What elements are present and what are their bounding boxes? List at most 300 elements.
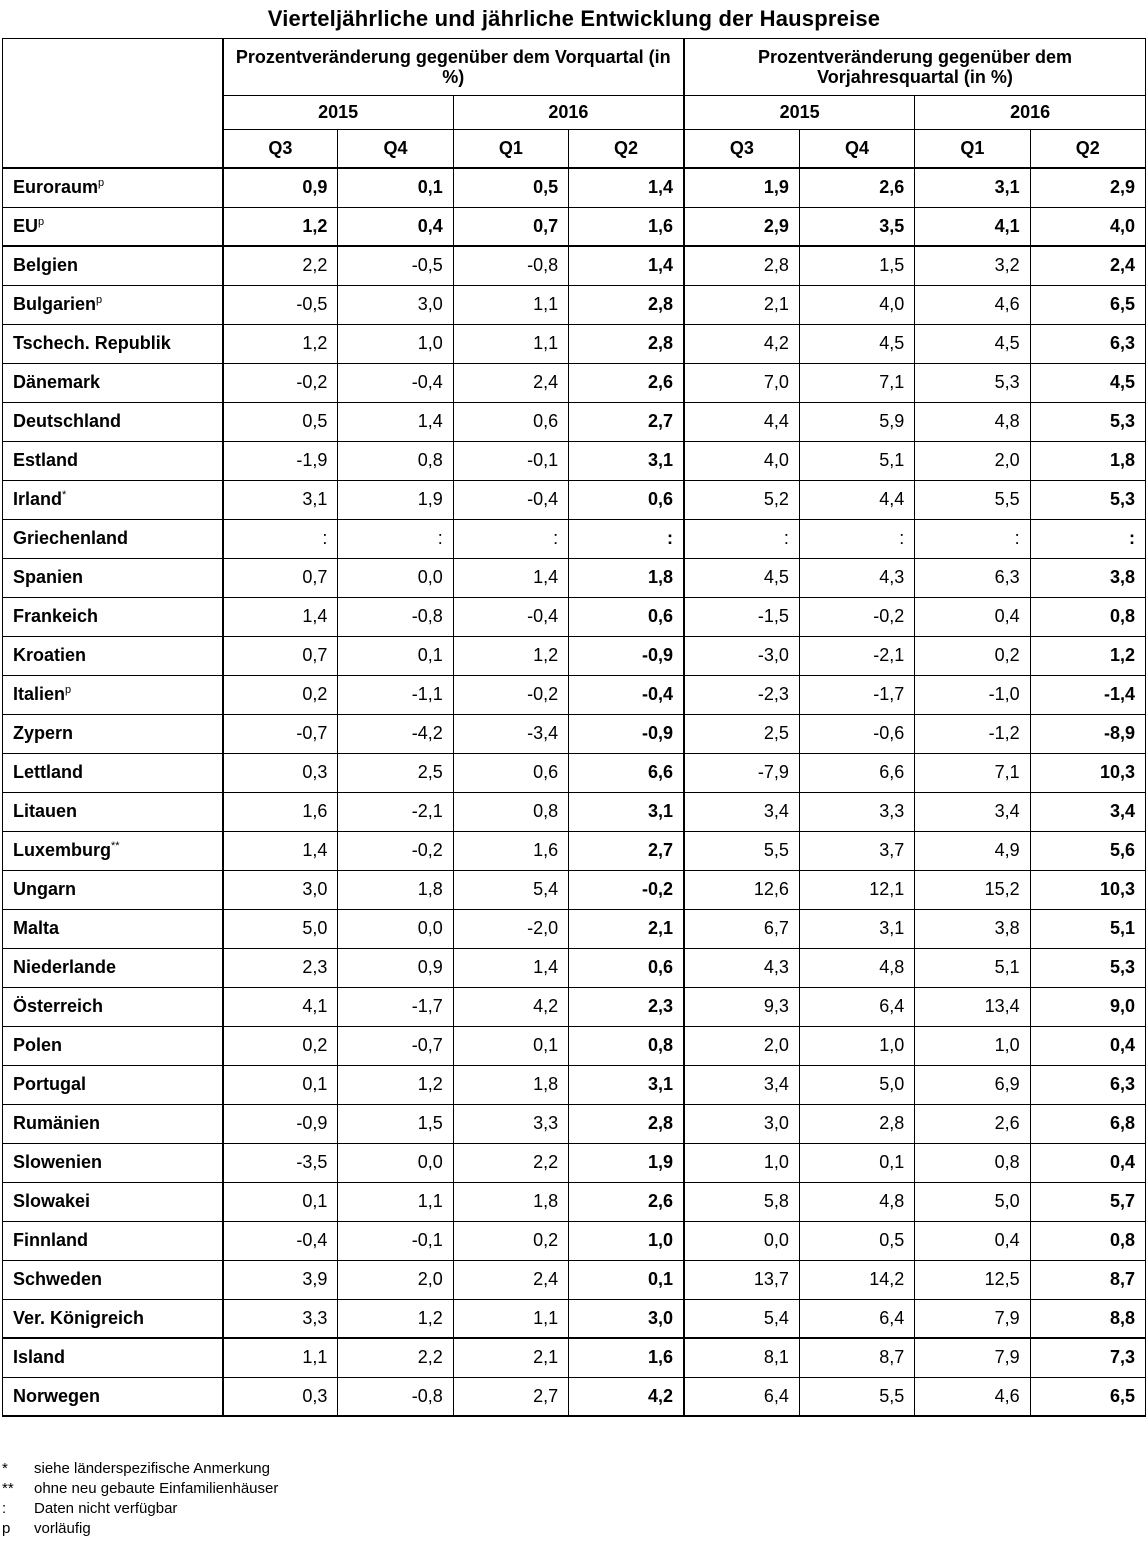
country-name: Spanien — [13, 567, 84, 587]
value-cell: 5,0 — [223, 909, 338, 948]
table-row — [3, 870, 1146, 909]
value-cell: 0,8 — [569, 1026, 684, 1065]
value-cell: 0,0 — [338, 558, 453, 597]
value-cell: 0,2 — [223, 1026, 338, 1065]
value-cell: 1,6 — [223, 792, 338, 831]
value-cell: 3,1 — [569, 441, 684, 480]
country-name: Slowenien — [13, 1152, 103, 1172]
table-row — [3, 1221, 1146, 1260]
value-cell: : — [223, 519, 338, 558]
value-cell: 3,4 — [915, 792, 1030, 831]
value-cell: 2,4 — [1030, 246, 1145, 285]
value-cell: 4,4 — [799, 480, 914, 519]
country-cell — [3, 1338, 223, 1377]
header-year: 2015 — [684, 96, 915, 130]
value-cell: 9,0 — [1030, 987, 1145, 1026]
value-cell: 3,1 — [915, 168, 1030, 207]
value-cell: 2,6 — [569, 363, 684, 402]
value-cell: 8,1 — [684, 1338, 799, 1377]
country-cell — [3, 597, 223, 636]
value-cell: 1,1 — [223, 1338, 338, 1377]
value-cell: 1,0 — [569, 1221, 684, 1260]
value-cell: 2,8 — [569, 324, 684, 363]
footnote-symbol: p — [2, 1520, 11, 1537]
value-cell: 1,8 — [338, 870, 453, 909]
country-cell — [3, 1299, 223, 1338]
value-cell: : — [569, 519, 684, 558]
country-cell — [3, 1104, 223, 1143]
country-name: Litauen — [13, 801, 78, 821]
value-cell: 1,1 — [453, 285, 568, 324]
value-cell: 3,8 — [915, 909, 1030, 948]
country-cell — [3, 363, 223, 402]
table-row — [3, 675, 1146, 714]
country-cell — [3, 1221, 223, 1260]
footnote-text: siehe länderspezifische Anmerkung — [34, 1460, 270, 1477]
country-name: Polen — [13, 1035, 63, 1055]
value-cell: 0,9 — [223, 168, 338, 207]
country-cell — [3, 246, 223, 285]
value-cell: 4,3 — [684, 948, 799, 987]
value-cell: 2,3 — [569, 987, 684, 1026]
value-cell: 4,8 — [799, 948, 914, 987]
value-cell: 0,5 — [453, 168, 568, 207]
country-name: Niederlande — [13, 957, 117, 977]
country-cell — [3, 948, 223, 987]
value-cell: -0,4 — [338, 363, 453, 402]
value-cell: 7,9 — [915, 1338, 1030, 1377]
value-cell: 3,4 — [1030, 792, 1145, 831]
value-cell: 6,3 — [915, 558, 1030, 597]
value-cell: 0,6 — [569, 480, 684, 519]
value-cell: -0,8 — [338, 597, 453, 636]
table-row — [3, 519, 1146, 558]
country-name: Portugal — [13, 1074, 87, 1094]
header-quarter: Q2 — [569, 130, 684, 169]
value-cell: -4,2 — [338, 714, 453, 753]
value-cell: 4,6 — [915, 285, 1030, 324]
value-cell: -2,1 — [338, 792, 453, 831]
value-cell: -1,9 — [223, 441, 338, 480]
country-cell — [3, 1182, 223, 1221]
value-cell: 6,5 — [1030, 1377, 1145, 1416]
table-row — [3, 1143, 1146, 1182]
value-cell: 5,3 — [1030, 480, 1145, 519]
value-cell: 10,3 — [1030, 870, 1145, 909]
value-cell: 12,6 — [684, 870, 799, 909]
footnote-marker: ** — [111, 840, 120, 852]
value-cell: 5,3 — [1030, 402, 1145, 441]
value-cell: -0,2 — [569, 870, 684, 909]
value-cell: 1,2 — [338, 1065, 453, 1104]
value-cell: 5,8 — [684, 1182, 799, 1221]
footnote — [0, 1460, 700, 1480]
country-cell — [3, 714, 223, 753]
value-cell: 1,6 — [453, 831, 568, 870]
country-cell — [3, 324, 223, 363]
value-cell: 0,4 — [1030, 1026, 1145, 1065]
value-cell: 10,3 — [1030, 753, 1145, 792]
value-cell: 3,7 — [799, 831, 914, 870]
table-title: Vierteljährliche und jährliche Entwicklung der Hauspreise — [267, 6, 881, 31]
header-quarter: Q3 — [223, 130, 338, 169]
value-cell: 0,6 — [453, 753, 568, 792]
value-cell: 0,4 — [915, 1221, 1030, 1260]
value-cell: 1,5 — [799, 246, 914, 285]
value-cell: 1,4 — [338, 402, 453, 441]
value-cell: 6,5 — [1030, 285, 1145, 324]
value-cell: 1,1 — [338, 1182, 453, 1221]
footnote-marker: p — [98, 177, 105, 190]
country-cell — [3, 675, 223, 714]
header-group-prev-quarter: Prozentveränderung gegenüber dem Vorquartal (in %) — [223, 39, 685, 96]
value-cell: 2,5 — [684, 714, 799, 753]
country-cell — [3, 753, 223, 792]
value-cell: -0,9 — [569, 714, 684, 753]
value-cell: -2,3 — [684, 675, 799, 714]
value-cell: 3,0 — [338, 285, 453, 324]
value-cell: 1,9 — [569, 1143, 684, 1182]
value-cell: 5,2 — [684, 480, 799, 519]
country-name: Island — [13, 1347, 66, 1368]
footnote-symbol: : — [2, 1500, 7, 1517]
value-cell: 1,2 — [223, 207, 338, 246]
table-row — [3, 831, 1146, 870]
table-row — [3, 246, 1146, 285]
value-cell: -8,9 — [1030, 714, 1145, 753]
value-cell: 6,4 — [684, 1377, 799, 1416]
value-cell: 2,1 — [569, 909, 684, 948]
value-cell: 0,5 — [799, 1221, 914, 1260]
value-cell: 3,1 — [223, 480, 338, 519]
value-cell: 1,0 — [915, 1026, 1030, 1065]
value-cell: -0,4 — [569, 675, 684, 714]
footnote-text: ohne neu gebaute Einfamilienhäuser — [34, 1480, 279, 1497]
country-name: Belgien — [13, 255, 79, 276]
table-row — [3, 987, 1146, 1026]
value-cell: 2,0 — [684, 1026, 799, 1065]
value-cell: -0,2 — [799, 597, 914, 636]
value-cell: -3,5 — [223, 1143, 338, 1182]
value-cell: 3,3 — [453, 1104, 568, 1143]
table-row — [3, 558, 1146, 597]
value-cell: 4,4 — [684, 402, 799, 441]
value-cell: -0,8 — [338, 1377, 453, 1416]
value-cell: 4,5 — [915, 324, 1030, 363]
country-cell — [3, 1065, 223, 1104]
value-cell: 1,1 — [453, 1299, 568, 1338]
value-cell: -0,2 — [338, 831, 453, 870]
value-cell: 2,3 — [223, 948, 338, 987]
value-cell: 2,6 — [799, 168, 914, 207]
country-name: Dänemark — [13, 372, 101, 392]
country-cell — [3, 1143, 223, 1182]
value-cell: -1,7 — [799, 675, 914, 714]
country-name: Schweden — [13, 1269, 103, 1289]
header-group-prev-year: Prozentveränderung gegenüber dem Vorjahresquartal (in %) — [684, 39, 1146, 96]
value-cell: 0,3 — [223, 753, 338, 792]
country-name: Zypern — [13, 723, 74, 743]
value-cell: 0,0 — [338, 1143, 453, 1182]
value-cell: 5,5 — [684, 831, 799, 870]
country-cell — [3, 792, 223, 831]
country-cell — [3, 558, 223, 597]
table-row — [3, 1377, 1146, 1416]
country-cell — [3, 168, 223, 207]
value-cell: -0,9 — [223, 1104, 338, 1143]
value-cell: 1,0 — [684, 1143, 799, 1182]
footnote-marker: p — [38, 215, 45, 228]
value-cell: 3,0 — [684, 1104, 799, 1143]
value-cell: -1,1 — [338, 675, 453, 714]
value-cell: 4,3 — [799, 558, 914, 597]
value-cell: 2,1 — [453, 1338, 568, 1377]
footnote — [0, 1520, 700, 1540]
country-name: Lettland — [13, 762, 83, 782]
country-name: Italien — [13, 684, 66, 704]
value-cell: 6,9 — [915, 1065, 1030, 1104]
value-cell: 0,7 — [223, 636, 338, 675]
country-cell — [3, 207, 223, 246]
value-cell: 0,0 — [684, 1221, 799, 1260]
value-cell: 0,2 — [453, 1221, 568, 1260]
value-cell: 6,3 — [1030, 324, 1145, 363]
value-cell: 3,0 — [569, 1299, 684, 1338]
value-cell: 2,8 — [684, 246, 799, 285]
value-cell: 4,8 — [915, 402, 1030, 441]
value-cell: 5,3 — [915, 363, 1030, 402]
header-year: 2016 — [915, 96, 1146, 130]
value-cell: -3,0 — [684, 636, 799, 675]
table-row — [3, 948, 1146, 987]
value-cell: 3,5 — [799, 207, 914, 246]
value-cell: 7,0 — [684, 363, 799, 402]
value-cell: -2,0 — [453, 909, 568, 948]
value-cell: 0,7 — [223, 558, 338, 597]
header-corner — [3, 39, 223, 169]
value-cell: 0,8 — [1030, 597, 1145, 636]
value-cell: 12,5 — [915, 1260, 1030, 1299]
value-cell: 1,9 — [338, 480, 453, 519]
value-cell: 2,5 — [338, 753, 453, 792]
header-quarter: Q3 — [684, 130, 799, 169]
table-row — [3, 168, 1146, 207]
value-cell: 4,5 — [1030, 363, 1145, 402]
value-cell: 0,4 — [338, 207, 453, 246]
value-cell: -0,9 — [569, 636, 684, 675]
country-name: Ungarn — [13, 879, 76, 899]
country-cell — [3, 519, 223, 558]
value-cell: 1,4 — [223, 831, 338, 870]
value-cell: 0,6 — [569, 948, 684, 987]
country-name: Tschech. Republik — [13, 333, 171, 353]
value-cell: 2,7 — [453, 1377, 568, 1416]
value-cell: 0,7 — [453, 207, 568, 246]
value-cell: 6,3 — [1030, 1065, 1145, 1104]
value-cell: 3,3 — [223, 1299, 338, 1338]
table-row — [3, 636, 1146, 675]
value-cell: 1,6 — [569, 207, 684, 246]
value-cell: 1,0 — [799, 1026, 914, 1065]
table-row — [3, 1299, 1146, 1338]
value-cell: -0,4 — [223, 1221, 338, 1260]
value-cell: 6,6 — [799, 753, 914, 792]
value-cell: 4,8 — [799, 1182, 914, 1221]
value-cell: 1,8 — [453, 1065, 568, 1104]
table-row — [3, 1182, 1146, 1221]
value-cell: 1,2 — [338, 1299, 453, 1338]
header-quarter: Q1 — [915, 130, 1030, 169]
value-cell: 0,8 — [1030, 1221, 1145, 1260]
value-cell: -0,4 — [453, 597, 568, 636]
value-cell: 0,1 — [223, 1065, 338, 1104]
value-cell: 3,1 — [569, 1065, 684, 1104]
value-cell: -0,2 — [453, 675, 568, 714]
country-cell — [3, 1260, 223, 1299]
value-cell: 5,4 — [684, 1299, 799, 1338]
value-cell: 0,6 — [453, 402, 568, 441]
value-cell: 0,6 — [569, 597, 684, 636]
value-cell: 2,2 — [453, 1143, 568, 1182]
value-cell: 7,9 — [915, 1299, 1030, 1338]
value-cell: 0,4 — [915, 597, 1030, 636]
value-cell: 1,4 — [453, 948, 568, 987]
value-cell: -1,7 — [338, 987, 453, 1026]
value-cell: : — [684, 519, 799, 558]
value-cell: 2,0 — [338, 1260, 453, 1299]
value-cell: -7,9 — [684, 753, 799, 792]
country-name: Kroatien — [13, 645, 87, 665]
value-cell: 2,9 — [684, 207, 799, 246]
value-cell: -0,6 — [799, 714, 914, 753]
value-cell: 5,9 — [799, 402, 914, 441]
header-quarter: Q4 — [799, 130, 914, 169]
value-cell: 0,2 — [915, 636, 1030, 675]
value-cell: 1,4 — [569, 168, 684, 207]
country-name: Deutschland — [13, 411, 122, 431]
value-cell: 13,7 — [684, 1260, 799, 1299]
value-cell: 0,4 — [1030, 1143, 1145, 1182]
table-body — [3, 168, 1146, 1416]
table-row — [3, 1026, 1146, 1065]
value-cell: 3,4 — [684, 1065, 799, 1104]
value-cell: 0,1 — [338, 168, 453, 207]
value-cell: 14,2 — [799, 1260, 914, 1299]
value-cell: 5,3 — [1030, 948, 1145, 987]
value-cell: 0,5 — [223, 402, 338, 441]
value-cell: 4,0 — [1030, 207, 1145, 246]
table-row — [3, 1338, 1146, 1377]
value-cell: 1,8 — [1030, 441, 1145, 480]
value-cell: 3,4 — [684, 792, 799, 831]
value-cell: -1,2 — [915, 714, 1030, 753]
value-cell: 2,1 — [684, 285, 799, 324]
house-price-table — [2, 38, 1146, 1417]
value-cell: 2,6 — [569, 1182, 684, 1221]
value-cell: 1,4 — [453, 558, 568, 597]
value-cell: : — [1030, 519, 1145, 558]
value-cell: 5,0 — [799, 1065, 914, 1104]
value-cell: 2,2 — [338, 1338, 453, 1377]
country-name: Finnland — [13, 1230, 88, 1250]
footnote-symbol: * — [2, 1460, 8, 1477]
value-cell: 3,1 — [799, 909, 914, 948]
value-cell: 5,4 — [453, 870, 568, 909]
value-cell: 2,0 — [915, 441, 1030, 480]
value-cell: 0,1 — [223, 1182, 338, 1221]
value-cell: 4,5 — [799, 324, 914, 363]
value-cell: : — [915, 519, 1030, 558]
value-cell: 3,3 — [799, 792, 914, 831]
value-cell: 2,7 — [569, 831, 684, 870]
value-cell: 8,8 — [1030, 1299, 1145, 1338]
country-cell — [3, 480, 223, 519]
value-cell: 5,7 — [1030, 1182, 1145, 1221]
value-cell: 5,5 — [915, 480, 1030, 519]
country-name: Rumänien — [13, 1113, 101, 1133]
value-cell: -0,1 — [338, 1221, 453, 1260]
value-cell: 2,4 — [453, 363, 568, 402]
value-cell: 0,8 — [915, 1143, 1030, 1182]
value-cell: -0,7 — [223, 714, 338, 753]
country-cell — [3, 402, 223, 441]
value-cell: 4,2 — [569, 1377, 684, 1416]
value-cell: -2,1 — [799, 636, 914, 675]
country-cell — [3, 636, 223, 675]
country-name: Griechenland — [13, 528, 129, 548]
table-row — [3, 480, 1146, 519]
value-cell: 1,1 — [453, 324, 568, 363]
value-cell: 2,8 — [569, 1104, 684, 1143]
value-cell: 2,4 — [453, 1260, 568, 1299]
country-name: Estland — [13, 450, 79, 470]
value-cell: 5,1 — [915, 948, 1030, 987]
table-row — [3, 402, 1146, 441]
value-cell: 4,1 — [223, 987, 338, 1026]
value-cell: 1,2 — [453, 636, 568, 675]
value-cell: 5,1 — [1030, 909, 1145, 948]
value-cell: 2,7 — [569, 402, 684, 441]
value-cell: -0,7 — [338, 1026, 453, 1065]
value-cell: 5,1 — [799, 441, 914, 480]
country-name: EU — [13, 215, 39, 236]
value-cell: 8,7 — [1030, 1260, 1145, 1299]
value-cell: 1,5 — [338, 1104, 453, 1143]
country-name: Euroraum — [13, 177, 99, 198]
country-name: Irland — [13, 489, 63, 509]
value-cell: 4,5 — [684, 558, 799, 597]
value-cell: 5,0 — [915, 1182, 1030, 1221]
value-cell: : — [799, 519, 914, 558]
value-cell: 3,1 — [569, 792, 684, 831]
country-name: Österreich — [13, 996, 104, 1016]
country-name: Ver. Königreich — [13, 1307, 145, 1328]
table-row — [3, 909, 1146, 948]
table-row — [3, 792, 1146, 831]
value-cell: 3,2 — [915, 246, 1030, 285]
header-year: 2015 — [223, 96, 454, 130]
value-cell: 15,2 — [915, 870, 1030, 909]
value-cell: 0,1 — [453, 1026, 568, 1065]
value-cell: 2,8 — [799, 1104, 914, 1143]
value-cell: 3,0 — [223, 870, 338, 909]
value-cell: 4,0 — [799, 285, 914, 324]
value-cell: 7,1 — [799, 363, 914, 402]
country-cell — [3, 909, 223, 948]
value-cell: 6,7 — [684, 909, 799, 948]
value-cell: 4,1 — [915, 207, 1030, 246]
value-cell: -1,4 — [1030, 675, 1145, 714]
